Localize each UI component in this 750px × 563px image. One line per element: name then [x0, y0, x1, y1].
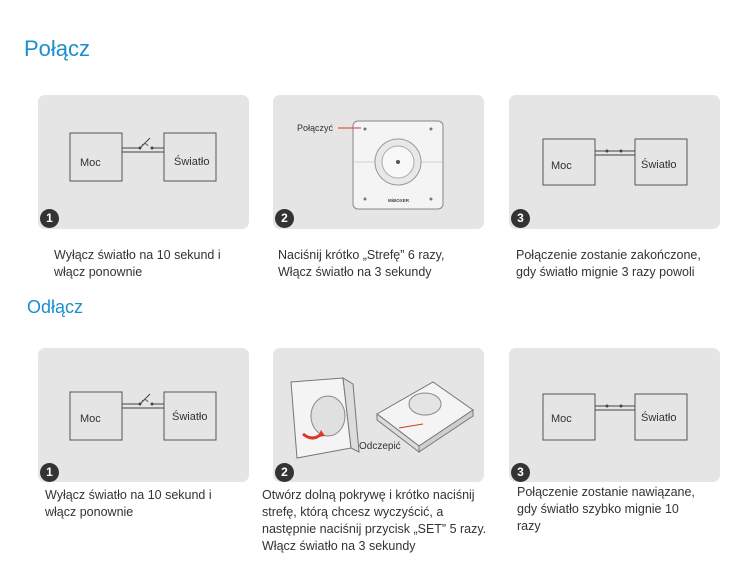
cover-removal-diagram	[273, 348, 484, 482]
zone-button-icon	[364, 128, 367, 131]
connect-step2-caption: Naciśnij krótko „Strefę” 6 razy, Włącz światło na 3 sekundy	[278, 248, 445, 279]
closed-circuit-diagram	[509, 95, 720, 229]
connect-step1-panel	[38, 95, 249, 229]
disconnect-step1-panel	[38, 348, 249, 482]
switch-circuit-diagram	[38, 95, 249, 229]
disconnect-step2-caption: Otwórz dolną pokrywę i krótko naciśnij strefę, którą chcesz wyczyścić, a następnie naciśnij przycisk „SET” 5 razy. Włącz światło na 3 sekundy	[262, 488, 487, 553]
disconnect-step1-caption: Wyłącz światło na 10 sekund i włącz ponownie	[45, 488, 212, 519]
power-label: Moc	[80, 413, 101, 425]
connect-heading: Połącz	[24, 36, 91, 61]
disconnect-heading: Odłącz	[27, 297, 84, 317]
disconnect-step2-panel	[273, 348, 484, 482]
connect-step3-panel	[509, 95, 720, 229]
step-number-badge: 3	[511, 209, 530, 228]
brand-logo: MiBOXER	[388, 198, 410, 203]
power-label: Moc	[551, 413, 572, 425]
callout-label: Połączyć	[297, 123, 334, 133]
light-label: Światło	[174, 156, 210, 168]
power-label: Moc	[80, 157, 101, 169]
step-number-badge: 2	[275, 463, 294, 482]
step-number-badge: 1	[40, 463, 59, 482]
callout-label: Odczepić	[359, 441, 401, 452]
closed-circuit-diagram	[509, 348, 720, 482]
open-switch	[140, 394, 150, 404]
light-label: Światło	[641, 412, 677, 424]
connect-step2-panel	[273, 95, 484, 229]
connect-step3-caption: Połączenie zostanie zakończone, gdy światło mignie 3 razy powoli	[516, 248, 701, 279]
connect-step1-caption: Wyłącz światło na 10 sekund i włącz ponownie	[54, 248, 221, 279]
dial-knob	[311, 396, 345, 436]
disconnect-step3-caption: Połączenie zostanie nawiązane, gdy światło szybko mignie 10 razy	[517, 485, 695, 533]
power-label: Moc	[551, 160, 572, 172]
step-number-badge: 3	[511, 463, 530, 482]
disconnect-step3-panel	[509, 348, 720, 482]
light-label: Światło	[641, 159, 677, 171]
open-switch	[140, 138, 150, 148]
step-number-badge: 2	[275, 209, 294, 228]
remote-panel-diagram	[273, 95, 484, 229]
step-number-badge: 1	[40, 209, 59, 228]
switch-circuit-diagram	[38, 348, 249, 482]
light-label: Światło	[172, 411, 208, 423]
